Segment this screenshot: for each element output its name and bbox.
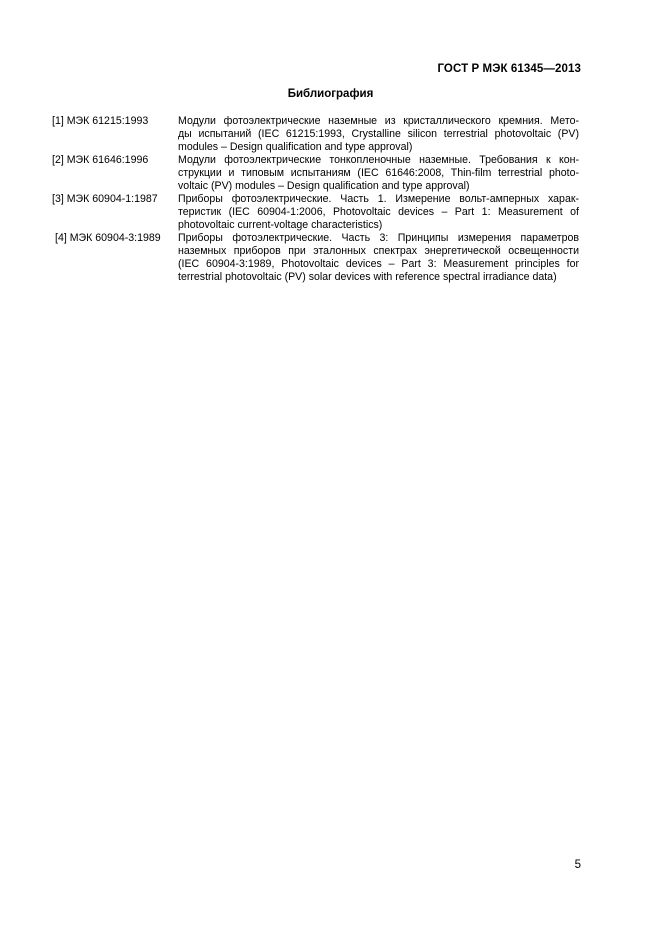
description-line: Приборы фотоэлектрические. Часть 3: Принципы измерения параметров <box>178 232 579 244</box>
description-line: наземных приборов при эталонных спектрах энергетической освещенности <box>178 245 579 257</box>
description-line: Приборы фотоэлектрические. Часть 1. Измерение вольт-амперных харак- <box>178 193 579 205</box>
description-line: terrestrial photovoltaic (PV) solar devices with reference spectral irradiance data) <box>178 271 557 283</box>
description-line: photovoltaic current-voltage characteristics) <box>178 219 383 231</box>
description-line: ды испытаний (IEC 61215:1993, Crystalline silicon terrestrial photovoltaic (PV) <box>178 128 579 140</box>
description-line: Модули фотоэлектрические наземные из кристаллического кремния. Мето- <box>178 115 579 127</box>
bibliography-entry <box>52 154 579 193</box>
bibliography-entry <box>52 193 579 232</box>
page-number: 5 <box>574 859 581 871</box>
reference-code: [3] МЭК 60904-1:1987 <box>52 193 158 205</box>
document-header: ГОСТ Р МЭК 61345—2013 <box>437 63 581 75</box>
bibliography-list <box>52 115 579 284</box>
description-line: (IEC 60904-3:1989, Photovoltaic devices – Part 3: Measurement principles for <box>178 258 579 270</box>
bibliography-entry <box>52 115 579 154</box>
description-line: voltaic (PV) modules – Design qualification and type approval) <box>178 180 470 192</box>
description-line: Модули фотоэлектрические тонкопленочные наземные. Требования к кон- <box>178 154 579 166</box>
reference-description <box>178 115 579 154</box>
description-line: струкции и типовым испытаниям (IEC 61646:2008, Thin-film terrestrial photo- <box>178 167 579 179</box>
bibliography-entry <box>52 232 579 284</box>
reference-code: [4] МЭК 60904-3:1989 <box>55 232 161 244</box>
description-line: modules – Design qualification and type approval) <box>178 141 413 153</box>
reference-description <box>178 154 579 193</box>
reference-code: [1] МЭК 61215:1993 <box>52 115 149 127</box>
reference-description <box>178 232 579 284</box>
reference-description <box>178 193 579 232</box>
description-line: теристик (IEC 60904-1:2006, Photovoltaic devices – Part 1: Measurement of <box>178 206 579 218</box>
section-title: Библиография <box>287 88 374 100</box>
reference-code: [2] МЭК 61646:1996 <box>52 154 149 166</box>
